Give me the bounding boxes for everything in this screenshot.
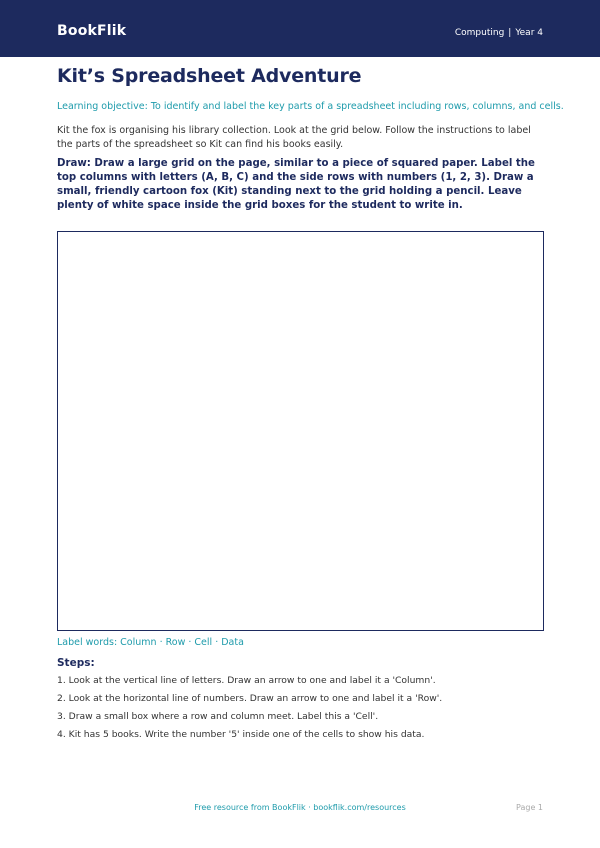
step-item: 3. Draw a small box where a row and column meet. Label this a 'Cell'.	[57, 711, 379, 722]
label-words: Label words: Column · Row · Cell · Data	[57, 637, 244, 648]
header-separator: |	[508, 28, 512, 38]
steps-list	[57, 674, 442, 746]
steps-heading: Steps:	[57, 657, 95, 669]
step-item: 4. Kit has 5 books. Write the number '5' inside one of the cells to show his data.	[57, 729, 425, 740]
subject-label: Computing	[454, 28, 505, 38]
learning-objective: Learning objective: To identify and label the key parts of a spreadsheet including rows, columns, and cells.	[57, 101, 564, 112]
brand-logo-text: BookFlik	[57, 23, 127, 39]
step-item: 2. Look at the horizontal line of numbers. Draw an arrow to one and label it a 'Row'.	[57, 693, 443, 704]
page-number: Page 1	[516, 803, 543, 812]
footer-credit: Free resource from BookFlik · bookflik.com/resources	[194, 803, 406, 812]
year-label: Year 4	[515, 28, 543, 38]
drawing-area	[57, 231, 544, 631]
draw-instruction: Draw: Draw a large grid on the page, similar to a piece of squared paper. Label the top columns with letters (A, B, C) and the side rows with numbers (1, 2, 3). Draw a small, friendly cartoon fox (Kit) standing next to the grid holding a pencil. Leave plenty of white space inside the grid boxes for the student to write in.	[57, 158, 535, 211]
header-meta	[455, 27, 543, 39]
step-item: 1. Look at the vertical line of letters. Draw an arrow to one and label it a 'Column'.	[57, 675, 436, 686]
page-title: Kit’s Spreadsheet Adventure	[57, 65, 362, 87]
intro-paragraph: Kit the fox is organising his library collection. Look at the grid below. Follow the instructions to label the parts of the spreadsheet so Kit can find his books easily.	[57, 125, 531, 150]
header-bar	[0, 0, 600, 57]
